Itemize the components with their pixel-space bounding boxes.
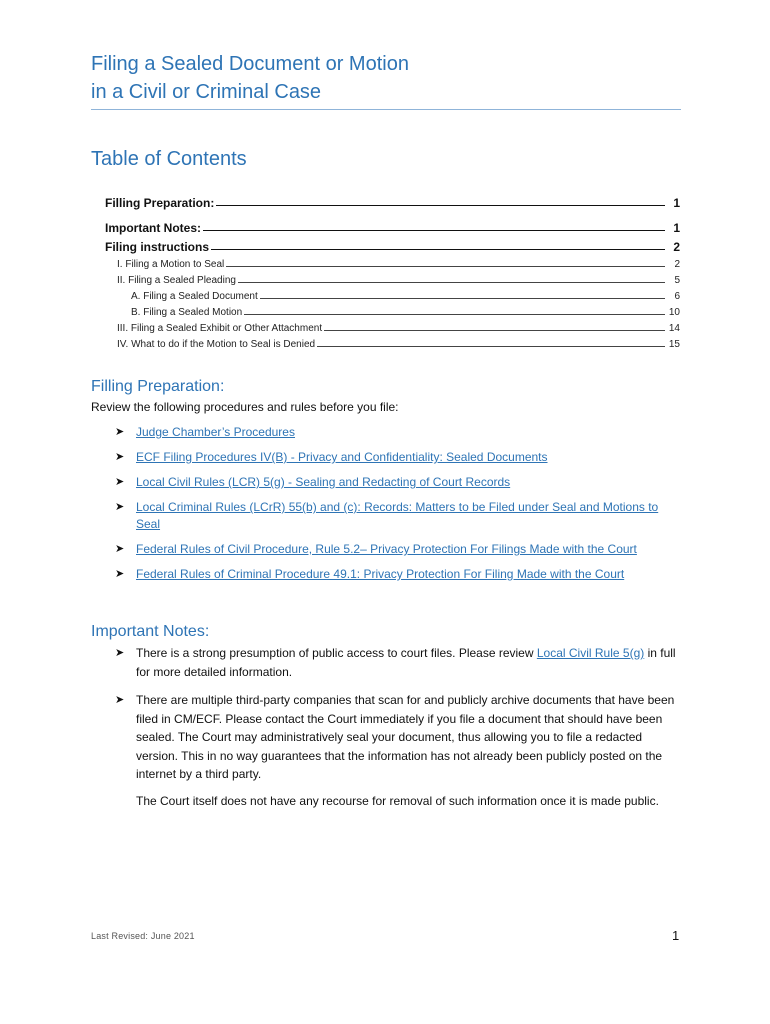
toc-entry-page: 6	[674, 291, 680, 302]
toc-leader	[211, 248, 665, 250]
note-text: There is a strong presumption of public access to court files. Please review	[136, 646, 537, 660]
toc-heading: Table of Contents	[91, 148, 247, 170]
toc-entry-label: B. Filing a Sealed Motion	[131, 307, 243, 318]
toc-entry-page: 5	[674, 275, 680, 286]
toc-entry-important-notes[interactable]	[105, 210, 680, 235]
toc-entry-label: III. Filing a Sealed Exhibit or Other Attachment	[117, 323, 323, 334]
procedure-links-list	[115, 424, 685, 591]
preparation-intro: Review the following procedures and rules before you file:	[91, 400, 399, 414]
list-item	[115, 644, 685, 681]
preparation-heading: Filling Preparation:	[91, 378, 225, 395]
toc-leader	[216, 204, 665, 206]
toc-entry-page: 2	[674, 259, 680, 270]
toc-leader	[317, 345, 665, 347]
toc-entry-label: II. Filing a Sealed Pleading	[117, 275, 236, 286]
title-line-2: in a Civil or Criminal Case	[91, 81, 322, 103]
link-ecf-filing-procedures[interactable]: ECF Filing Procedures IV(B) - Privacy and Confidentiality: Sealed Documents	[136, 450, 548, 464]
toc-leader	[260, 297, 665, 299]
toc-leader	[244, 313, 665, 315]
note-text: in full for more detailed information.	[136, 646, 676, 679]
toc-entry-sealed-document[interactable]	[131, 286, 680, 302]
toc-entry-page: 1	[673, 221, 680, 235]
list-item	[115, 691, 685, 810]
link-local-criminal-rules[interactable]: Local Criminal Rules (LCrR) 55(b) and (c): Records: Matters to be Filed under Seal and Motions to Seal	[136, 500, 659, 531]
toc-entry-label: Filling Preparation:	[105, 196, 215, 210]
important-notes-list	[115, 644, 685, 820]
list-item	[115, 424, 685, 441]
toc-entry-label: Filing instructions	[105, 240, 209, 254]
toc-entry-label: IV. What to do if the Motion to Seal is Denied	[117, 339, 316, 350]
note-text: There are multiple third-party companies that scan for and publicly archive documents that have been filed in CM/ECF. Please contact the Court immediately if you file a document that should have been sealed. The Court may administratively seal your document, thus allowing you to file a redacted version. This in no way guarantees that the information has not already been publicly posted on the internet by a third party.	[136, 693, 675, 781]
arrow-bullet-icon: ➤	[115, 568, 125, 580]
toc-entry-motion-denied[interactable]	[117, 334, 680, 350]
toc-entry-motion-to-seal[interactable]	[117, 254, 680, 270]
table-of-contents	[105, 185, 680, 350]
toc-entry-label: I. Filing a Motion to Seal	[117, 259, 225, 270]
arrow-bullet-icon: ➤	[115, 543, 125, 555]
page-number: 1	[672, 928, 680, 943]
arrow-bullet-icon: ➤	[115, 694, 125, 706]
link-judge-chamber-procedures[interactable]: Judge Chamber’s Procedures	[136, 425, 295, 439]
document-title	[91, 50, 681, 110]
toc-leader	[226, 265, 665, 267]
list-item	[115, 566, 685, 583]
toc-leader	[203, 229, 665, 231]
list-item	[115, 474, 685, 491]
link-local-civil-rule-5g[interactable]: Local Civil Rule 5(g)	[536, 646, 645, 660]
toc-entry-page: 15	[668, 339, 680, 350]
arrow-bullet-icon: ➤	[115, 647, 125, 659]
toc-entry-sealed-pleading[interactable]	[117, 270, 680, 286]
arrow-bullet-icon: ➤	[115, 476, 125, 488]
toc-entry-filing-instructions[interactable]	[105, 235, 680, 254]
link-federal-civil-rule-5-2[interactable]: Federal Rules of Civil Procedure, Rule 5.2– Privacy Protection For Filings Made with the Court	[136, 542, 637, 556]
toc-entry-page: 14	[668, 323, 680, 334]
toc-entry-sealed-motion[interactable]	[131, 302, 680, 318]
link-federal-criminal-rule-49-1[interactable]: Federal Rules of Criminal Procedure 49.1: Privacy Protection For Filing Made with the Court	[136, 567, 625, 581]
list-item	[115, 499, 685, 533]
toc-entry-page: 1	[673, 196, 680, 210]
toc-entry-label: A. Filing a Sealed Document	[131, 291, 258, 302]
note-paragraph: The Court itself does not have any recourse for removal of such information once it is made public.	[136, 793, 659, 808]
arrow-bullet-icon: ➤	[115, 501, 125, 513]
toc-entry-label: Important Notes:	[105, 221, 201, 235]
toc-entry-page: 10	[668, 307, 680, 318]
arrow-bullet-icon: ➤	[115, 451, 125, 463]
arrow-bullet-icon: ➤	[115, 426, 125, 438]
link-local-civil-rules[interactable]: Local Civil Rules (LCR) 5(g) - Sealing and Redacting of Court Records	[136, 475, 511, 489]
toc-leader	[324, 329, 665, 331]
toc-entry-sealed-exhibit[interactable]	[117, 318, 680, 334]
toc-leader	[238, 281, 665, 283]
title-line-1: Filing a Sealed Document or Motion	[91, 53, 409, 75]
notes-heading: Important Notes:	[91, 623, 210, 640]
list-item	[115, 541, 685, 558]
toc-entry-filling-preparation[interactable]	[105, 185, 680, 210]
list-item	[115, 449, 685, 466]
toc-entry-page: 2	[673, 240, 680, 254]
last-revised: Last Revised: June 2021	[91, 931, 195, 941]
